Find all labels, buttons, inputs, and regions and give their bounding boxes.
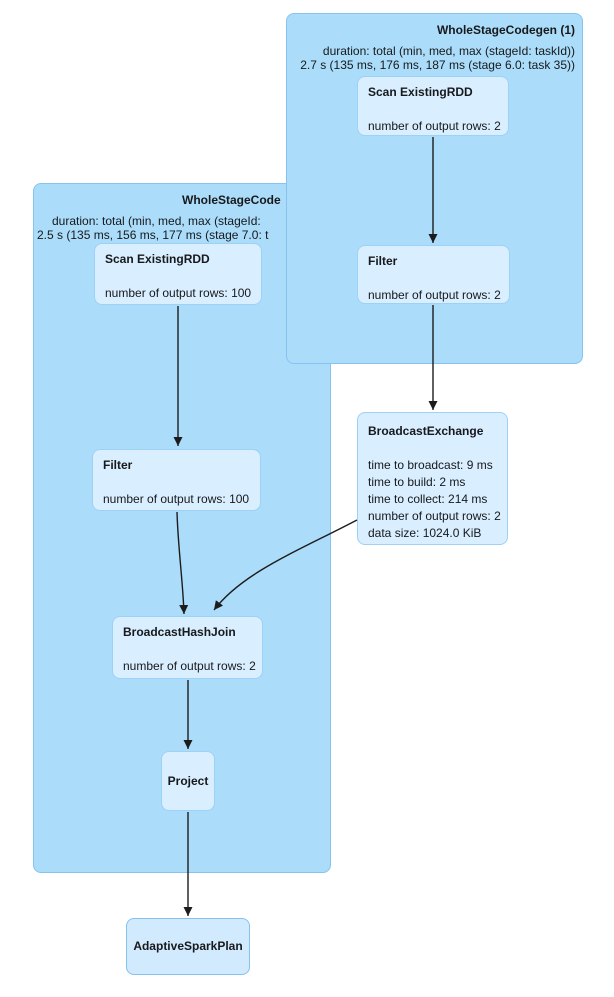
cluster-title: WholeStageCodegen (1) [436, 23, 575, 37]
node-title: Scan ExistingRDD [368, 85, 473, 99]
node-metric: time to collect: 214 ms [368, 492, 488, 506]
node-metric: number of output rows: 100 [103, 492, 250, 506]
cluster-duration-line2: 2.7 s (135 ms, 176 ms, 187 ms (stage 6.0: task 35)) [300, 58, 575, 72]
node-title: AdaptiveSparkPlan [133, 939, 243, 953]
cluster-wholestagecodegen-1 [286, 13, 583, 364]
cluster-header [300, 23, 575, 72]
node-metric: time to broadcast: 9 ms [368, 458, 493, 472]
node-metric: data size: 1024.0 KiB [368, 526, 482, 540]
node-scan-existingrdd-1[interactable] [357, 76, 509, 136]
node-filter-2[interactable] [92, 449, 261, 511]
node-metric: number of output rows: 2 [368, 509, 501, 523]
node-metric: number of output rows: 2 [123, 659, 256, 673]
node-metric: number of output rows: 2 [368, 119, 501, 133]
node-title: Scan ExistingRDD [105, 252, 210, 266]
cluster-duration-line2: 2.5 s (135 ms, 156 ms, 177 ms (stage 7.0: t [37, 228, 269, 242]
node-broadcastexchange[interactable] [357, 412, 508, 545]
node-title: BroadcastHashJoin [123, 625, 236, 639]
node-metric: number of output rows: 100 [105, 286, 252, 300]
node-filter-1[interactable] [357, 245, 510, 304]
node-title: Project [167, 773, 209, 788]
cluster-title: WholeStageCode [182, 193, 281, 207]
node-title: Filter [103, 458, 133, 472]
cluster-duration-line1: duration: total (min, med, max (stageId: taskId)) [322, 44, 575, 58]
node-metric: number of output rows: 2 [368, 288, 501, 302]
node-title: BroadcastExchange [368, 424, 484, 438]
node-broadcasthashjoin[interactable] [112, 616, 263, 679]
cluster-duration-line1: duration: total (min, med, max (stageId: [52, 214, 261, 228]
node-metric: time to build: 2 ms [368, 475, 466, 489]
node-title: Filter [368, 254, 398, 268]
node-adaptivesparkplan[interactable] [126, 918, 250, 975]
node-scan-existingrdd-2[interactable] [94, 243, 262, 305]
node-project[interactable] [161, 751, 215, 811]
